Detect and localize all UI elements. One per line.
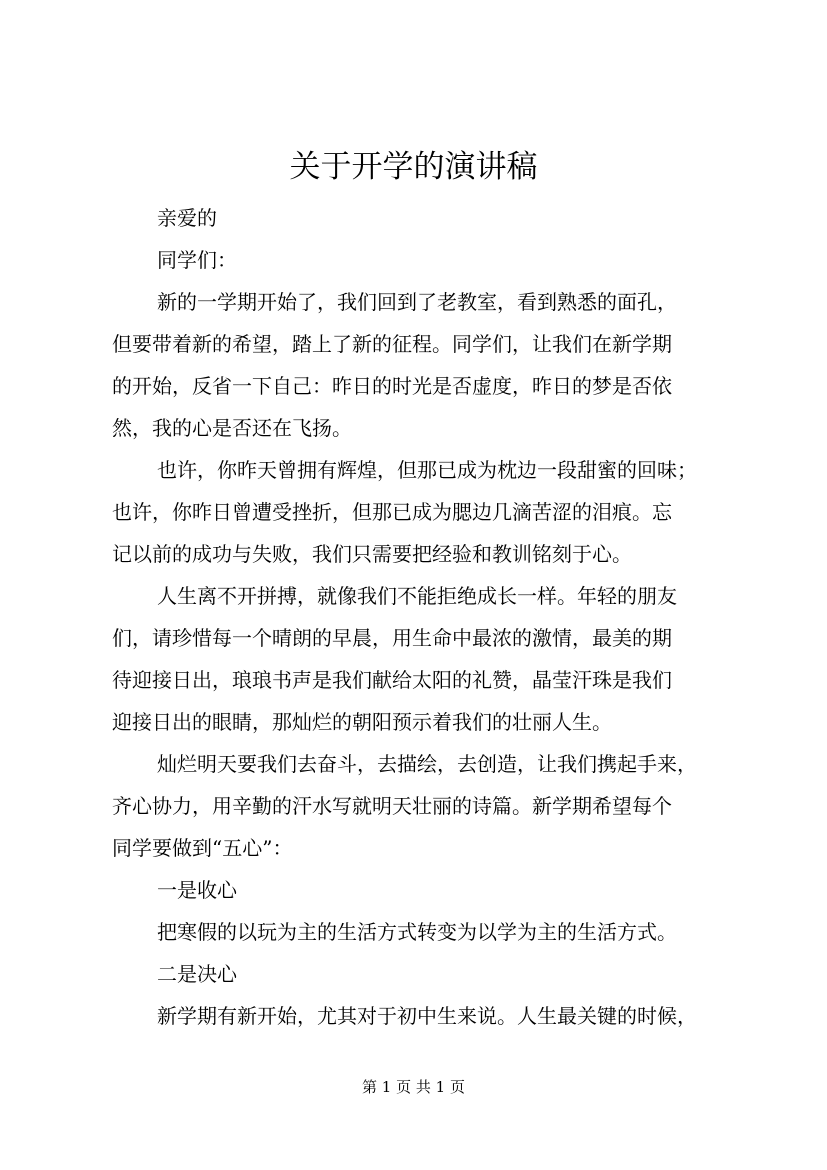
body-line: 也许，你昨日曾遭受挫折，但那已成为腮边几滴苦涩的泪痕。忘 [112,500,672,524]
body-line: 新学期有新开始，尤其对于初中生来说。人生最关键的时候， [157,1004,697,1028]
body-line: 把寒假的以玩为主的生活方式转变为以学为主的生活方式。 [157,920,677,944]
body-line: 们，请珍惜每一个晴朗的早晨，用生命中最浓的激情，最美的期 [112,626,672,650]
body-line: 也许，你昨天曾拥有辉煌，但那已成为枕边一段甜蜜的回味； [157,458,697,482]
body-line: 人生离不开拼搏，就像我们不能拒绝成长一样。年轻的朋友 [157,584,677,608]
body-line: 迎接日出的眼睛，那灿烂的朝阳预示着我们的壮丽人生。 [112,710,612,734]
body-line: 待迎接日出，琅琅书声是我们献给太阳的礼赞，晶莹汗珠是我们 [112,668,672,692]
document-title: 关于开学的演讲稿 [289,149,538,185]
body-line: 然，我的心是否还在飞扬。 [112,416,352,440]
body-line: 亲爱的 [157,206,217,230]
page-footer: 第 1 页 共 1 页 [362,1078,465,1096]
body-line: 记以前的成功与失败，我们只需要把经验和教训铭刻于心。 [112,542,632,566]
body-line: 齐心协力，用辛勤的汗水写就明天壮丽的诗篇。新学期希望每个 [112,794,672,818]
body-line: 新的一学期开始了，我们回到了老教室，看到熟悉的面孔， [157,290,677,314]
document-body [112,197,739,1037]
body-line: 的开始，反省一下自己：昨日的时光是否虚度，昨日的梦是否依 [112,374,672,398]
body-line: 一是收心 [157,878,237,902]
body-line: 灿烂明天要我们去奋斗，去描绘，去创造，让我们携起手来， [157,752,697,776]
body-line: 二是决心 [157,962,237,986]
body-line: 同学们： [157,248,237,272]
body-line: 同学要做到“五心”： [112,836,293,860]
body-line: 但要带着新的希望，踏上了新的征程。同学们，让我们在新学期 [112,332,672,356]
